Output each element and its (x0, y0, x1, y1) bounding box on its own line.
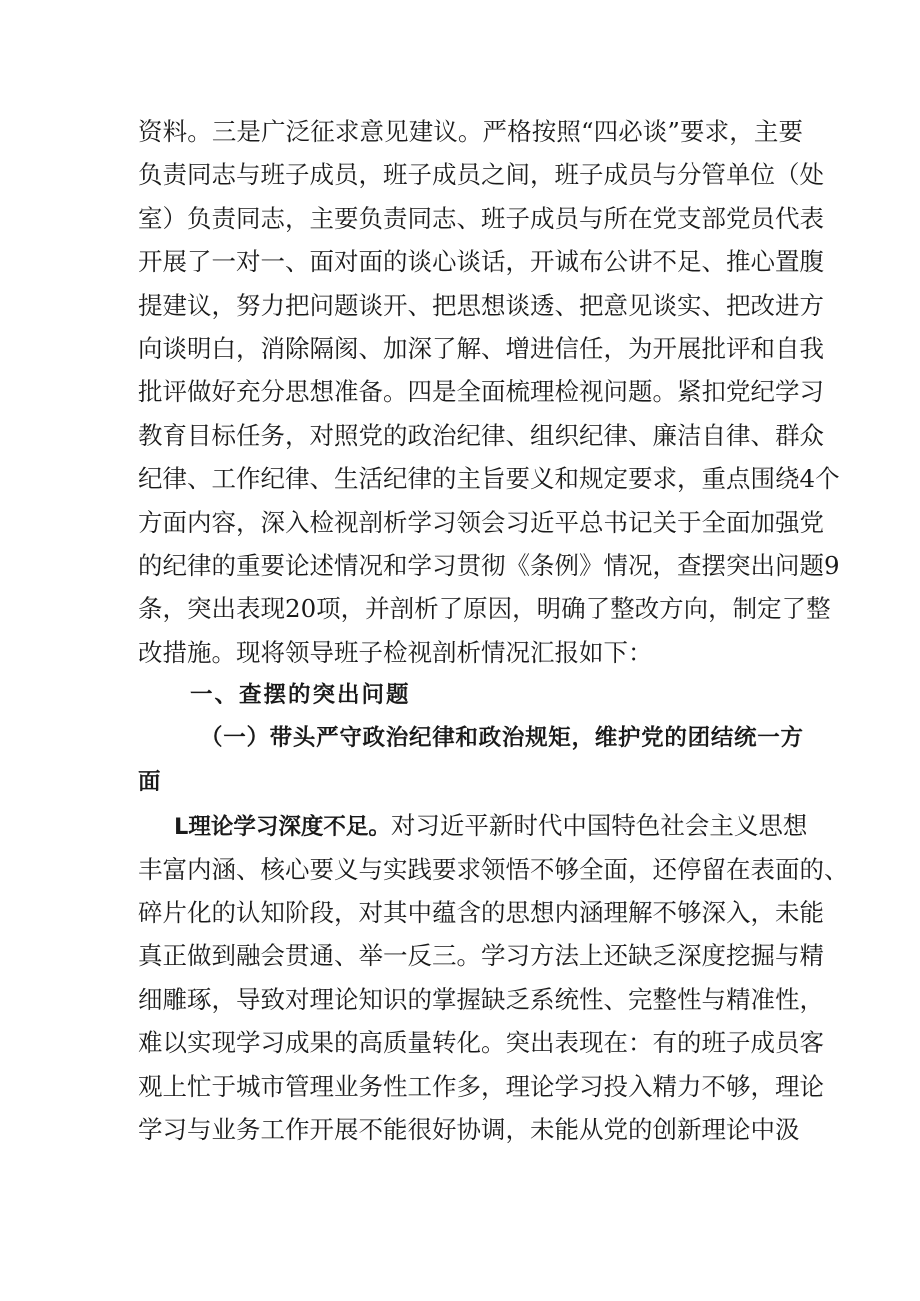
text-line: 的纪律的重要论述情况和学习贯彻《条例》情况，查摆突出问题9 (138, 550, 840, 580)
text-line: 丰富内涵、核心要义与实践要求领悟不够全面，还停留在表面的、 (138, 854, 849, 884)
text-line: 开展了一对一、面对面的谈心谈话，开诚布公讲不足、推心置腹 (138, 247, 824, 277)
subsection-heading-line: （一）带头严守政治纪律和政治规矩，维护党的团结统一方 (200, 725, 803, 752)
text-line: 提建议，努力把问题谈开、把思想谈透、把意见谈实、把改进方 (138, 290, 824, 320)
text-line: 纪律、工作纪律、生活纪律的主旨要义和规定要求，重点围绕4个 (138, 464, 840, 494)
text-line: 条，突出表现20项，并剖析了原因，明确了整改方向，制定了整 (138, 594, 831, 624)
subsection-heading-line: 面 (138, 768, 161, 795)
text-line: 室）负责同志，主要负责同志、班子成员与所在党支部党员代表 (138, 203, 824, 233)
text-line: 方面内容，深入检视剖析学习领会习近平总书记关于全面加强党 (138, 507, 824, 537)
section-heading: 一、查摆的突出问题 (190, 682, 411, 709)
item-first-line (138, 804, 808, 847)
text-line: 难以实现学习成果的高质量转化。突出表现在：有的班子成员客 (138, 1028, 824, 1058)
text-line: 碎片化的认知阶段，对其中蕴含的思想内涵理解不够深入，未能 (138, 898, 824, 928)
text-line: 观上忙于城市管理业务性工作多，理论学习投入精力不够，理论 (138, 1071, 824, 1101)
text-line: 教育目标任务，对照党的政治纪律、组织纪律、廉洁自律、群众 (138, 420, 824, 450)
item-first-line-rest: 对习近平新时代中国特色社会主义思想 (390, 811, 808, 841)
text-line: 批评做好充分思想准备。四是全面梳理检视问题。紧扣党纪学习 (138, 377, 824, 407)
text-line: 学习与业务工作开展不能很好协调，未能从党的创新理论中汲 (138, 1114, 800, 1144)
text-line: 细雕琢，导致对理论知识的掌握缺乏系统性、完整性与精准性， (138, 984, 824, 1014)
text-line: 负责同志与班子成员，班子成员之间，班子成员与分管单位（处 (138, 160, 824, 190)
text-line: 资料。三是广泛征求意见建议。严格按照“四必谈”要求，主要 (138, 117, 803, 146)
item-lead: L理论学习深度不足。 (174, 814, 391, 841)
subsection-heading (138, 717, 803, 804)
text-line: 真正做到融会贯通、举一反三。学习方法上还缺乏深度挖掘与精 (138, 941, 824, 971)
text-line: 改措施。现将领导班子检视剖析情况汇报如下： (138, 637, 653, 667)
item-paragraph (138, 804, 849, 1151)
paragraph-continuation (138, 110, 840, 674)
text-line: 向谈明白，消除隔阂、加深了解、增进信任，为开展批评和自我 (138, 333, 824, 363)
document-body (138, 110, 849, 1151)
